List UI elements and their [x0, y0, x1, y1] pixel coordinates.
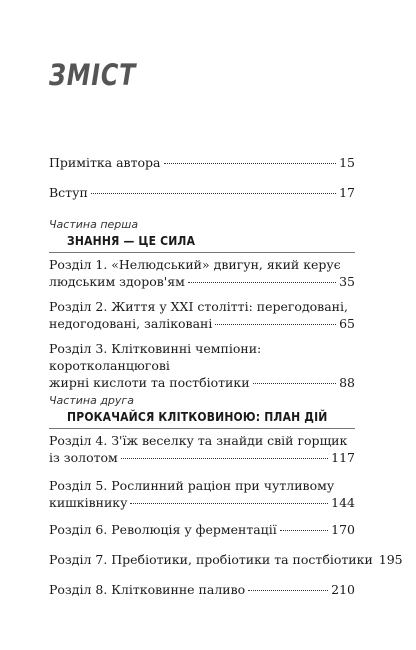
entry-text-line2: кишківнику — [49, 495, 128, 510]
page-number: 210 — [331, 582, 355, 597]
toc-entry-chapter-5[interactable] — [49, 477, 355, 511]
entry-text-line2: жирні кислоти та постбіотики — [49, 375, 250, 390]
entry-text-line1: Розділ 4. З'їж веселку та знайди свій горщик — [49, 433, 348, 448]
page-number: 195 — [378, 552, 403, 567]
page-number: 170 — [331, 522, 355, 537]
page-number: 117 — [331, 450, 355, 465]
leader-dots — [280, 530, 328, 531]
part-title: ПРОКАЧАЙСЯ КЛІТКОВИНОЮ: ПЛАН ДІЙ — [67, 410, 328, 424]
leader-dots — [164, 163, 337, 164]
toc-entry-chapter-3[interactable] — [49, 340, 355, 391]
page-title: ЗМІСТ — [49, 58, 137, 92]
toc-entry-chapter-8[interactable] — [49, 581, 355, 598]
leader-dots — [253, 383, 337, 384]
toc-entry-chapter-2[interactable] — [49, 298, 355, 332]
entry-text-line1: Розділ 3. Клітковинні чемпіони: коротколанцюгові — [49, 341, 262, 373]
toc-entry-author-note[interactable] — [49, 154, 355, 171]
entry-text: Вступ — [49, 185, 88, 200]
toc-entry-chapter-1[interactable] — [49, 256, 355, 290]
part-label: Частина друга — [49, 394, 134, 407]
page-number: 88 — [339, 375, 355, 390]
part-title: ЗНАННЯ — ЦЕ СИЛА — [67, 234, 196, 248]
entry-text-line1: Розділ 1. «Нелюдський» двигун, який керує — [49, 257, 341, 272]
page-number: 15 — [339, 155, 355, 170]
entry-text: Розділ 8. Клітковинне паливо — [49, 582, 246, 597]
entry-text-line1: Розділ 5. Рослинний раціон при чутливому — [49, 478, 335, 493]
leader-dots — [91, 193, 336, 194]
entry-text: Примітка автора — [49, 155, 161, 170]
page-number: 17 — [339, 185, 355, 200]
part-divider — [49, 252, 355, 253]
leader-dots — [188, 282, 336, 283]
page-number: 144 — [331, 495, 355, 510]
entry-text-line2: із золотом — [49, 450, 118, 465]
entry-text-line2: людським здоров'ям — [49, 274, 185, 289]
toc-entry-chapter-6[interactable] — [49, 521, 355, 538]
part-label: Частина перша — [49, 218, 139, 231]
toc-entry-chapter-4[interactable] — [49, 432, 355, 466]
part-divider — [49, 428, 355, 429]
leader-dots — [130, 503, 328, 504]
entry-text: Розділ 6. Революція у ферментації — [49, 522, 277, 537]
page-number: 65 — [339, 316, 355, 331]
entry-text-line1: Розділ 2. Життя у XXI столітті: перегодовані, — [49, 299, 348, 314]
leader-dots — [215, 324, 336, 325]
leader-dots — [121, 458, 328, 459]
toc-entry-chapter-7[interactable] — [49, 551, 403, 568]
toc-entry-intro[interactable] — [49, 184, 355, 201]
leader-dots — [248, 590, 328, 591]
entry-text: Розділ 7. Пребіотики, пробіотики та постбіотики — [49, 552, 373, 567]
entry-text-line2: недогодовані, заліковані — [49, 316, 213, 331]
page-number: 35 — [339, 274, 355, 289]
